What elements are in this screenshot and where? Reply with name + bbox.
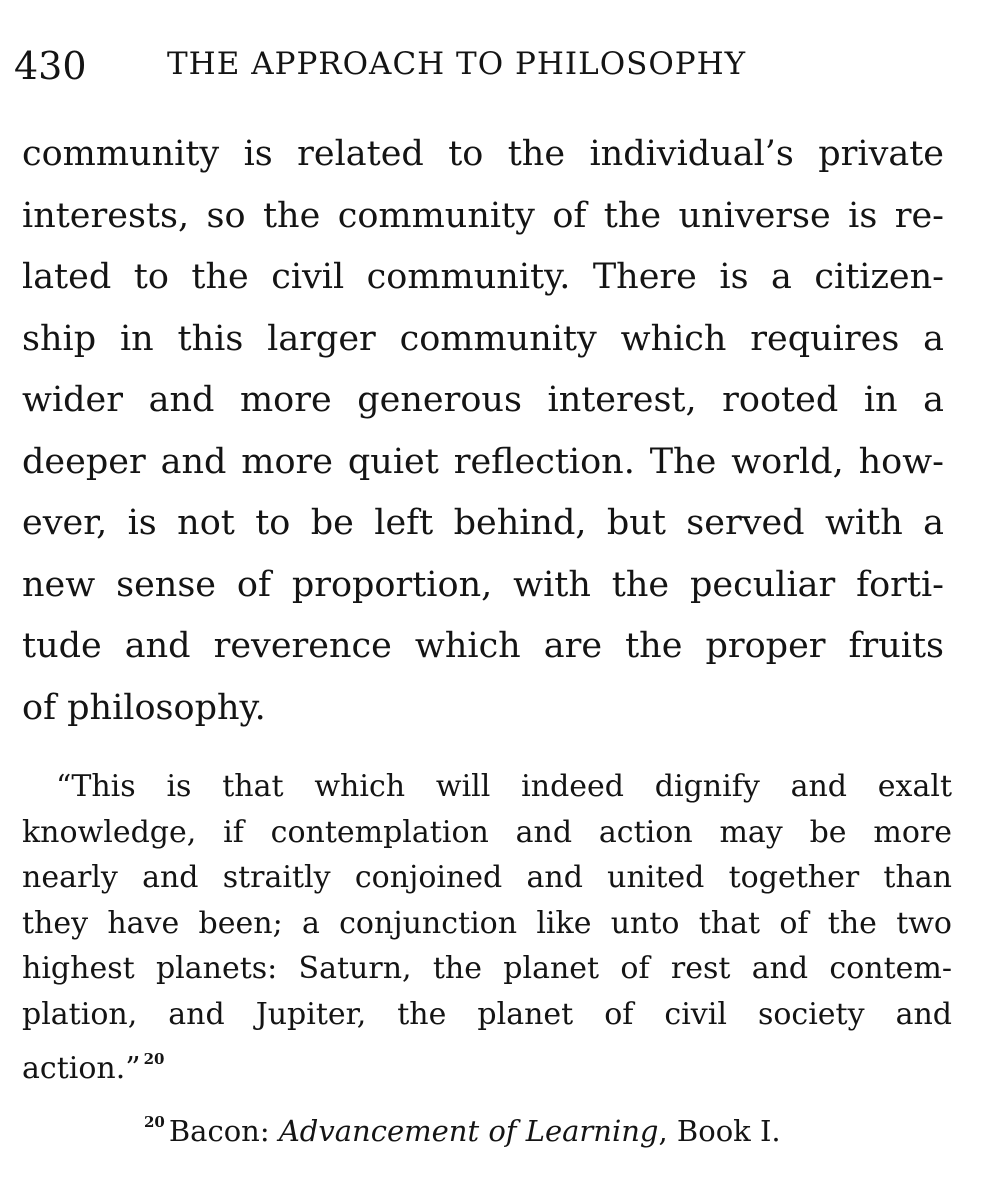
- body-line: ship in this larger community which requires a: [22, 318, 944, 359]
- running-head: [14, 38, 974, 98]
- quote-last-line: [22, 1037, 952, 1086]
- footnote-title: Advancement of Learning: [278, 1114, 659, 1148]
- footnote-rest: , Book I.: [658, 1114, 781, 1148]
- quote-line: nearly and straitly conjoined and united together than: [22, 860, 952, 895]
- footnote-author: Bacon:: [168, 1114, 279, 1148]
- body-line: interests, so the community of the universe is re-: [22, 195, 944, 236]
- footnote-reference[interactable]: 20: [143, 1050, 165, 1068]
- body-paragraph: [22, 124, 944, 739]
- footnote-marker: 20: [144, 1113, 165, 1131]
- body-line: tude and reverence which are the proper fruits: [22, 626, 944, 666]
- body-line: of philosophy.: [22, 687, 266, 728]
- page-number: 430: [14, 44, 87, 88]
- body-line: ever, is not to be left behind, but served with a: [22, 503, 944, 543]
- body-line: lated to the civil community. There is a citizen-: [22, 257, 944, 297]
- body-line: new sense of proportion, with the peculiar forti-: [22, 564, 944, 605]
- quote-line-text: action.”: [22, 1051, 141, 1086]
- body-line: community is related to the individual’s private: [22, 134, 944, 174]
- running-title: THE APPROACH TO PHILOSOPHY: [167, 46, 747, 82]
- footnote: [144, 1100, 781, 1153]
- quote-line: highest planets: Saturn, the planet of rest and contem-: [22, 951, 952, 986]
- quote-line: plation, and Jupiter, the planet of civil society and: [22, 996, 952, 1032]
- block-quote: [22, 764, 952, 1086]
- body-line: deeper and more quiet reflection. The world, how-: [22, 441, 944, 482]
- body-line: wider and more generous interest, rooted in a: [22, 380, 944, 420]
- quote-line: knowledge, if contemplation and action may be more: [22, 814, 952, 850]
- quote-line: they have been; a conjunction like unto that of the two: [22, 905, 952, 941]
- quote-line: “This is that which will indeed dignify and exalt: [56, 769, 952, 804]
